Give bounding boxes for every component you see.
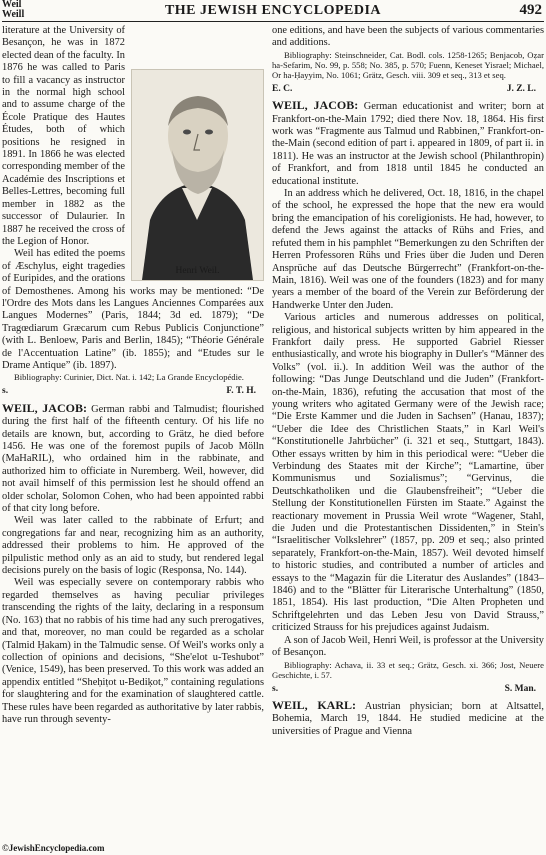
guide-word-top: Weil bbox=[2, 0, 22, 10]
signature-left: s. bbox=[2, 386, 9, 397]
signature-jacob-weil-educationist bbox=[272, 683, 544, 695]
page-number: 492 bbox=[519, 2, 542, 18]
article-heading-jacob-weil-educationist: WEIL, JACOB: bbox=[272, 98, 359, 113]
running-title: THE JEWISH ENCYCLOPEDIA bbox=[164, 3, 382, 18]
signature-left: E. C. bbox=[272, 83, 293, 94]
jacob-weil-educationist-para-1 bbox=[272, 99, 544, 188]
jacob-weil-educationist-para-2: In an address which he delivered, Oct. 18, 1816, in the chapel of the school, he expressed the hope that the new era would bring the emancipation of his coreligionists. He had, however, to defend the Jews against the attacks of Rühs and Fries, and refuted them in his pamphlet “Bemerkungen zu den Schriften der Herren Professoren Rühs und Fries über die Juden und Deren Ansprüche auf das Deutsche Bürgerrecht” (Frankfort-on-the-Main, 1816). Weil was one of the founders (1823) and for many years a member of the board of the Verein zur Beförderung der Handwerke Unter den Juden. bbox=[272, 188, 544, 311]
guide-word-bottom: Weill bbox=[2, 9, 25, 20]
column-right bbox=[272, 25, 544, 738]
karl-weil-text-1: Austrian physician; born at Altsattel, Bohemia, March 19, 1844. He studied medicine at the universities of Prague and Vienna bbox=[272, 700, 545, 737]
signature-right: J. Z. L. bbox=[506, 83, 536, 94]
bibliography-jacob-weil-educationist: Bibliography: Achava, ii. 33 et seq.; Grätz, Gesch. xi. 366; Jost, Neuere Geschichte, i. 57. bbox=[272, 659, 544, 680]
header-rule bbox=[2, 21, 544, 22]
signature-right: S. Man. bbox=[504, 683, 536, 694]
jacob-weil-rabbi-para-4: one editions, and have been the subjects of various commentaries and additions. bbox=[272, 25, 544, 49]
bibliography-henri-weil: Bibliography: Curinier, Dict. Nat. i. 142; La Grande Encyclopédie. bbox=[14, 372, 244, 383]
jacob-weil-educationist-text-1: German educationist and writer; born at Frankfort-on-the-Main 1792; died there Nov. 18, 1864. His first work was “Fragmente aus Talmud und Rabbinen,” Frankfort-on-the-Main (second edition of part i. appeared in 1809, of part ii. in 1811). He was an instructor at the Jewish school (Philanthropin) of Frankfort, and from 1818 until 1845 he conducted an educational institute. bbox=[272, 101, 545, 187]
signature-henri-weil bbox=[2, 385, 264, 397]
jacob-weil-rabbi-para-3: Weil was especially severe on contemporary rabbis who regarded themselves as having peculiar privileges transcending the rights of the laity, declaring in a responsum (No. 163) that no rabbis of his time had any such prerogatives, and that, moreover, no man could be regarded as a scholar (Talmid Ḥakam) in the Talmudic sense. Of Weil's works only a collection of opinions and decisions, “She'elot u-Teshubot” (Venice, 1549), has been preserved. To this work was added an appendix entitled “Sheḥiṭot u-Bediḳot,” containing regulations for slaughtering and for the examination of slaughtered cattle. These rules have been regarded as authoritative by later rabbis, have run through seventy- bbox=[2, 577, 264, 725]
article-heading-jacob-weil-rabbi: WEIL, JACOB: bbox=[2, 400, 87, 415]
jacob-weil-rabbi-para-2: Weil was later called to the rabbinate of Erfurt; and congregations far and near, recognizing him as an authority, addressed their problems to him. He approved of the pilpulistic method only as an aid to study, but rendered legal decisions purely on the basis of logic (Responsa, No. 144). bbox=[2, 515, 264, 577]
copyright-footer: ©JewishEncyclopedia.com bbox=[2, 843, 105, 853]
jacob-weil-educationist-para-3: Various articles and numerous addresses on political, religious, and historical subjects written by him appeared in the Frankfort daily press. He supported Gabriel Riesser enthusiastically, and wrote his biography in Duller's “Männer des Volks” (vol. ii.). In addition Weil was the author of the following: “Das Junge Deutschland und die Juden” (Frankfort-on-the-Main, 1836), refuting the accusation that most of the young writers who agitated Germany were of the Jewish race; “Die Erste Kammer und die Juden in Sachsen” (Hanau, 1837); “Ueber die Idee des Christlichen Staats,” in Karl Weil's “Konstitutionelle Jahrbücher” (i. 321 et seq., Stuttgart, 1843). Other essays written by him in this periodical were: “Ueber die Verbindung des Staates mit der Kirche”; “Lamartine, über Kommunismus und Sozialismus”; “Gervinus, die Deutschkatholiken und die Glaubensfreiheit”; “Ueber die Stellung der Konstitutionellen Fürsten im Staate.” Against the reactionary movement in Prussia Weil wrote “Wagener, Stahl, die Juden und die Protestantischen Dissidenten,” in Stein's “Israelitischer Volkslehrer” (1857, pp. 209 et seq.; also printed separately, Frankfort-on-the-Main, 1857). Weil devoted himself to historic studies, and contributed a number of articles and essays to the “Magazin für die Literatur des Auslandes” (1843–1846) and to the “Blätter für Literarische Unterhaltung” (1850, 1851, 1854). His last production, “Die Alten Propheten und Schriftgelehrten und das Leben Jesu von David Strauss,” criticized Strauss for his prejudices against Judaism. bbox=[272, 312, 544, 634]
column-left bbox=[2, 25, 264, 726]
signature-right: F. T. H. bbox=[226, 386, 256, 397]
jacob-weil-rabbi-text-1: German rabbi and Talmudist; flourished during the first half of the fifteenth century. Of his life no details are known, but, according to Grätz, he died before 1456. He was one of the foremost pupils of Jacob Mölln (MaHaRIL), who ordained him in the rabbinate, and authorized him to officiate in Nuremberg. Weil, however, did not avail himself of this permission lest he should offend an older scholar, Solomon Cohen, who had been appointed rabbi of that city long before. bbox=[2, 403, 265, 515]
henri-weil-para-2: Weil has edited the poems of Æschylus, eight tragedies of Euripides, and the orations of Demosthenes. Among his works may be mentioned: “De l'Ordre des Mots dans les Langues Anciennes Comparées aux Langues Modernes” (Paris, 1844; 3d ed. 1879); “De Tragœdiarum Græcarum cum Rebus Publicis Conjunctione” (with L. Benloew, Paris and Berlin, 1845); “Théorie Générale de l'Accentuation Latine” (ib. 1855); and “Etudes sur le Drame Antique” (ib. 1897). bbox=[2, 248, 264, 371]
signature-left: s. bbox=[272, 683, 279, 694]
portrait-caption: Henri Weil. bbox=[175, 265, 220, 276]
article-heading-karl-weil: WEIL, KARL: bbox=[272, 697, 357, 712]
bibliography-jacob-weil-rabbi: Bibliography: Steinschneider, Cat. Bodl. cols. 1258-1265; Benjacob, Oẓar ha-Sefarim, No. 99, p. 558; No. 385, p. 570; Fuenn, Keneset Yisrael; Michael, Or ha-Ḥayyim, No. 1061; Grätz, Gesch. viii. 309 et seq., 313 et seq. bbox=[272, 49, 544, 80]
jacob-weil-educationist-para-4: A son of Jacob Weil, Henri Weil, is professor at the University of Besançon. bbox=[272, 634, 544, 659]
portrait-figure bbox=[131, 69, 264, 281]
portrait-image bbox=[132, 70, 263, 280]
jacob-weil-rabbi-para-1 bbox=[2, 402, 264, 516]
signature-jacob-weil-rabbi bbox=[272, 83, 544, 95]
henri-weil-para-1: literature at the University of Besançon, he was in 1872 elected dean of the faculty. In 1876 he was called to Paris to fill a vacancy as instructor in the normal high school and to assume charge of the École Pratique des Hautes Études, both of which positions he resigned in 1891. In 1866 he was elected corresponding member of the Académie des Inscriptions et Belles-Lettres, becoming full member in 1882 as the successor of Dulaurier. In 1887 he received the cross of the Legion of Honor. bbox=[2, 25, 125, 247]
karl-weil-para-1 bbox=[272, 699, 544, 738]
